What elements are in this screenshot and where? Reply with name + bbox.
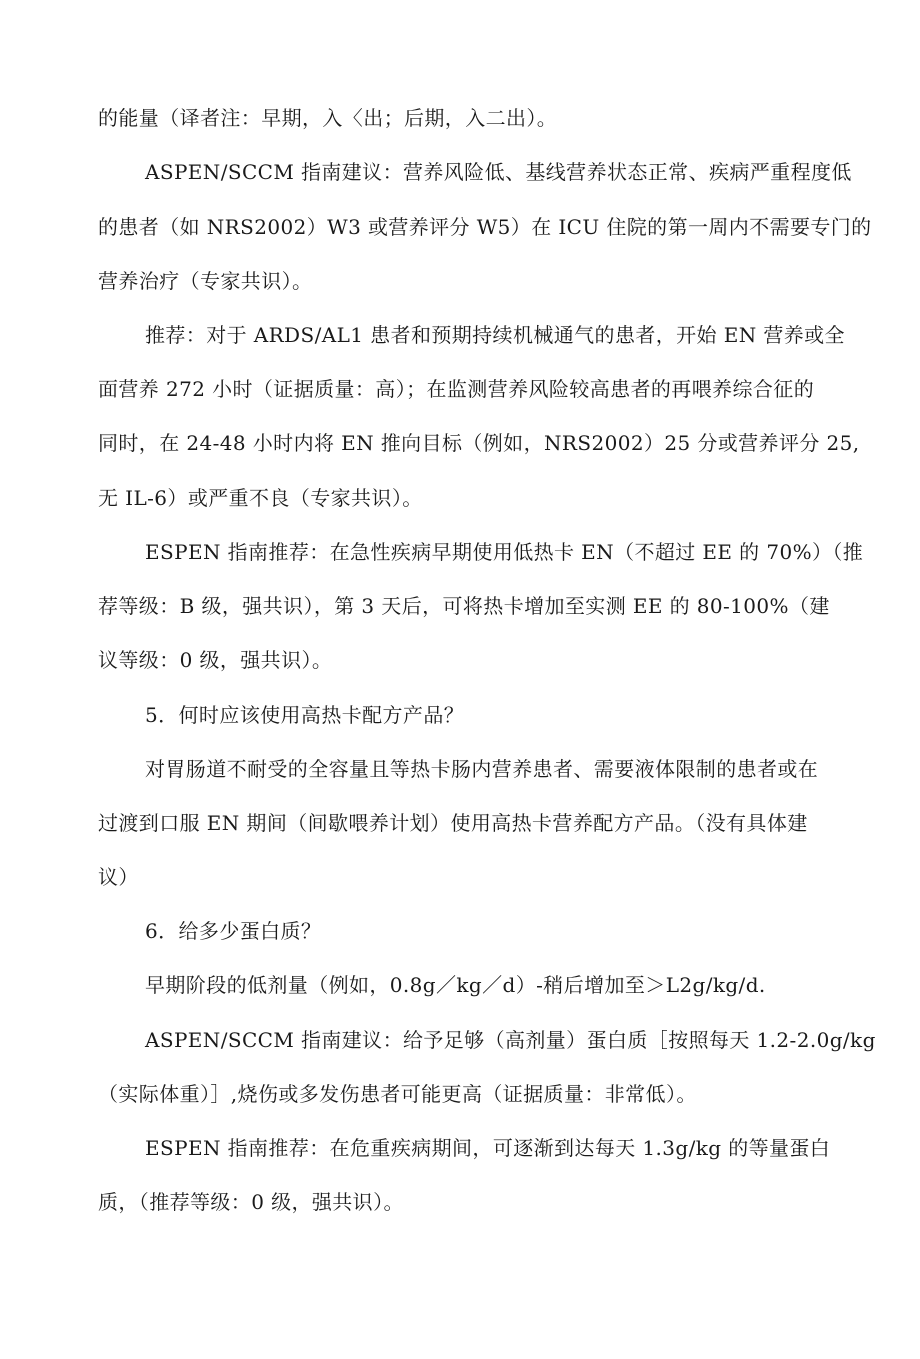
- text-line-content: 过渡到口服 EN 期间（间歇喂养计划）使用高热卡营养配方产品。（没有具体建: [98, 811, 808, 835]
- text-line-content: 营养治疗（专家共识）。: [98, 269, 313, 293]
- text-line-content: 推荐：对于 ARDS/AL1 患者和预期持续机械通气的患者，开始 EN 营养或全: [145, 323, 845, 347]
- text-line-content: 无 IL-6）或严重不良（专家共识）。: [98, 486, 423, 510]
- text-line-content: 面营养 272 小时（证据质量：高）；在监测营养风险较高患者的再喂养综合征的: [98, 377, 815, 401]
- text-line-content: ASPEN/SCCM 指南建议：营养风险低、基线营养状态正常、疾病严重程度低: [145, 160, 852, 184]
- text-line-content: 早期阶段的低剂量（例如，0.8g／kg／d）-稍后增加至＞L2g/kg/d.: [145, 973, 766, 997]
- text-line-content: 的患者（如 NRS2002）W3 或营养评分 W5）在 ICU 住院的第一周内不需要专门的: [98, 215, 872, 239]
- text-line-content: 对胃肠道不耐受的全容量且等热卡肠内营养患者、需要液体限制的患者或在: [145, 757, 819, 781]
- text-line-content: （实际体重）］,烧伤或多发伤患者可能更高（证据质量：非常低）。: [98, 1082, 697, 1106]
- text-line-content: 质，（推荐等级：0 级，强共识）。: [98, 1190, 404, 1214]
- text-line-content: ASPEN/SCCM 指南建议：给予足够（高剂量）蛋白质［按照每天 1.2-2.0g/kg: [145, 1028, 876, 1052]
- text-line-content: 议等级：0 级，强共识）。: [98, 648, 333, 672]
- text-line-content: 同时，在 24-48 小时内将 EN 推向目标（例如，NRS2002）25 分或营养评分 25,: [98, 431, 860, 455]
- text-line-content: 5．何时应该使用高热卡配方产品？: [145, 703, 465, 727]
- text-line-content: 6．给多少蛋白质？: [145, 919, 322, 943]
- text-line-content: 荐等级：B 级，强共识），第 3 天后，可将热卡增加至实测 EE 的 80-100%（建: [98, 594, 830, 618]
- text-line-content: 议）: [98, 865, 139, 889]
- text-line-content: ESPEN 指南推荐：在急性疾病早期使用低热卡 EN（不超过 EE 的 70%）（推: [145, 540, 864, 564]
- text-line-content: 的能量（译者注：早期，入〈出；后期，入二出）。: [98, 106, 558, 130]
- text-line-content: ESPEN 指南推荐：在危重疾病期间，可逐渐到达每天 1.3g/kg 的等量蛋白: [145, 1136, 831, 1160]
